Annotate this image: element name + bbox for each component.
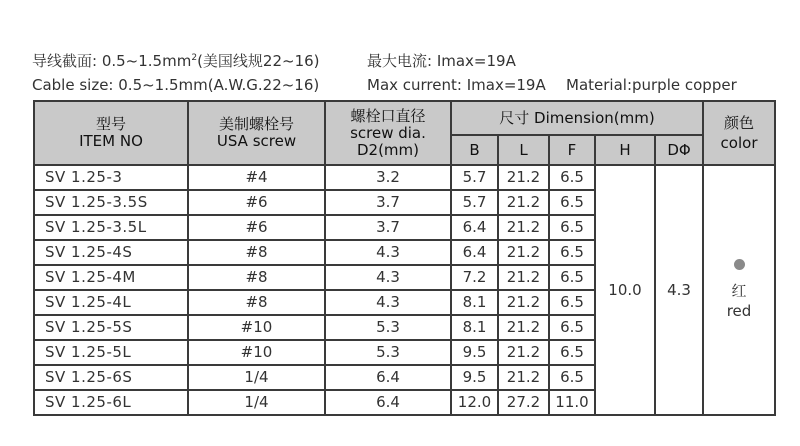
color-cell bbox=[703, 165, 775, 415]
screw-dia-header: 螺栓口直径 screw dia. D2(mm) bbox=[325, 101, 451, 165]
b-header: B bbox=[451, 135, 498, 165]
screw-dia-cell: 4.3 bbox=[325, 240, 451, 265]
screw-dia-cell: 6.4 bbox=[325, 390, 451, 415]
max-current-cn: 最大电流: Imax=19A bbox=[367, 52, 516, 70]
l-cell: 21.2 bbox=[498, 315, 549, 340]
square-superscript: 2 bbox=[191, 53, 198, 63]
f-cell: 6.5 bbox=[549, 240, 595, 265]
f-cell: 6.5 bbox=[549, 215, 595, 240]
spec-table-body bbox=[34, 165, 775, 415]
l-header: L bbox=[498, 135, 549, 165]
usa-screw-header: 美制螺栓号 USA screw bbox=[188, 101, 325, 165]
l-cell: 21.2 bbox=[498, 215, 549, 240]
usa-screw-cell: #6 bbox=[188, 215, 325, 240]
color-dot-icon bbox=[734, 259, 745, 270]
item-no-cell: SV 1.25-4S bbox=[34, 240, 188, 265]
l-cell: 21.2 bbox=[498, 240, 549, 265]
l-cell: 21.2 bbox=[498, 265, 549, 290]
screw-dia-cell: 3.7 bbox=[325, 190, 451, 215]
usa-screw-cell: #10 bbox=[188, 340, 325, 365]
screw-dia-cell: 3.2 bbox=[325, 165, 451, 190]
max-current-en: Max current: Imax=19A bbox=[367, 76, 546, 94]
l-cell: 21.2 bbox=[498, 165, 549, 190]
item-no-cell: SV 1.25-4L bbox=[34, 290, 188, 315]
screw-dia-cell: 5.3 bbox=[325, 315, 451, 340]
spec-table bbox=[33, 100, 776, 416]
item-no-header: 型号 ITEM NO bbox=[34, 101, 188, 165]
d-phi-header: DΦ bbox=[655, 135, 703, 165]
f-cell: 6.5 bbox=[549, 315, 595, 340]
b-cell: 12.0 bbox=[451, 390, 498, 415]
usa-screw-cell: #8 bbox=[188, 240, 325, 265]
f-cell: 6.5 bbox=[549, 290, 595, 315]
color-header: 颜色 color bbox=[703, 101, 775, 165]
screw-dia-cell: 5.3 bbox=[325, 340, 451, 365]
spec-line-2 bbox=[32, 76, 772, 94]
usa-screw-cell: 1/4 bbox=[188, 390, 325, 415]
f-cell: 6.5 bbox=[549, 190, 595, 215]
h-header: H bbox=[595, 135, 655, 165]
b-cell: 8.1 bbox=[451, 315, 498, 340]
spec-line-1 bbox=[32, 50, 772, 68]
usa-screw-cell: #10 bbox=[188, 315, 325, 340]
item-no-cell: SV 1.25-3 bbox=[34, 165, 188, 190]
cable-size-cn: 导线截面: $0.5\sim 1.5mm^2$(美国线规22~16) bbox=[32, 52, 320, 70]
d-phi-cell: 4.3 bbox=[655, 165, 703, 415]
b-cell: 9.5 bbox=[451, 340, 498, 365]
screw-dia-cell: 6.4 bbox=[325, 365, 451, 390]
screw-dia-cell: 4.3 bbox=[325, 265, 451, 290]
b-cell: 5.7 bbox=[451, 165, 498, 190]
item-no-cell: SV 1.25-5L bbox=[34, 340, 188, 365]
dimension-header: 尺寸 Dimension(mm) bbox=[451, 101, 703, 135]
table-row bbox=[34, 165, 775, 190]
f-cell: 6.5 bbox=[549, 365, 595, 390]
l-cell: 21.2 bbox=[498, 290, 549, 315]
item-no-cell: SV 1.25-4M bbox=[34, 265, 188, 290]
item-no-cell: SV 1.25-3.5L bbox=[34, 215, 188, 240]
f-header: F bbox=[549, 135, 595, 165]
l-cell: 21.2 bbox=[498, 190, 549, 215]
usa-screw-cell: #6 bbox=[188, 190, 325, 215]
h-cell: 10.0 bbox=[595, 165, 655, 415]
material-en: Material:purple copper bbox=[566, 76, 737, 94]
f-cell: 6.5 bbox=[549, 165, 595, 190]
item-no-cell: SV 1.25-6S bbox=[34, 365, 188, 390]
screw-dia-cell: 3.7 bbox=[325, 215, 451, 240]
f-cell: 6.5 bbox=[549, 265, 595, 290]
item-no-cell: SV 1.25-5S bbox=[34, 315, 188, 340]
color-name-en: red bbox=[726, 302, 752, 320]
b-cell: 7.2 bbox=[451, 265, 498, 290]
b-cell: 5.7 bbox=[451, 190, 498, 215]
b-cell: 9.5 bbox=[451, 365, 498, 390]
usa-screw-cell: #4 bbox=[188, 165, 325, 190]
b-cell: 6.4 bbox=[451, 215, 498, 240]
screw-dia-cell: 4.3 bbox=[325, 290, 451, 315]
l-cell: 21.2 bbox=[498, 340, 549, 365]
l-cell: 21.2 bbox=[498, 365, 549, 390]
f-cell: 6.5 bbox=[549, 340, 595, 365]
usa-screw-cell: 1/4 bbox=[188, 365, 325, 390]
b-cell: 8.1 bbox=[451, 290, 498, 315]
item-no-cell: SV 1.25-3.5S bbox=[34, 190, 188, 215]
item-no-cell: SV 1.25-6L bbox=[34, 390, 188, 415]
usa-screw-cell: #8 bbox=[188, 265, 325, 290]
usa-screw-cell: #8 bbox=[188, 290, 325, 315]
l-cell: 27.2 bbox=[498, 390, 549, 415]
f-cell: 11.0 bbox=[549, 390, 595, 415]
cable-size-en: Cable size: 0.5~1.5mm(A.W.G.22~16) bbox=[32, 76, 320, 94]
color-name-cn: 红 bbox=[731, 282, 747, 300]
b-cell: 6.4 bbox=[451, 240, 498, 265]
